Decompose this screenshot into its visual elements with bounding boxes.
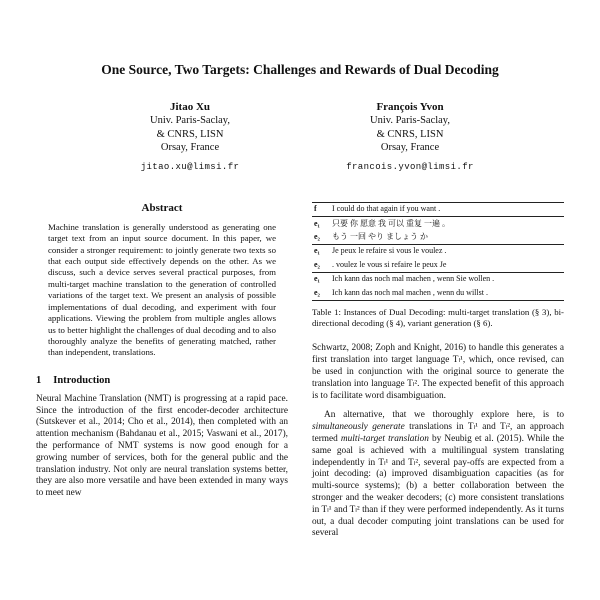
author-block-2 bbox=[335, 100, 485, 172]
author-affiliation: Orsay, France bbox=[160, 142, 220, 154]
body-text-italic: multi-target translation bbox=[340, 433, 429, 444]
body-text-segment: by Neubig et al. (2015). While the same goal is achieved with a multilingual system translating independently in Tₗ¹ and Tₗ², several pay-offs are expected from a joint decoding: (a) improved disambiguation capacities (as for multi-source systems); (b) a better collaboration between the stronger and the weaker decoders; (c) more consistent translations in Tₗ¹ and Tₗ² than if they were performed independently. As it turns out, a dual decoder computing joint translations can be used for several bbox=[312, 433, 564, 539]
table-row bbox=[312, 244, 564, 258]
author-email: francois.yvon@limsi.fr bbox=[346, 161, 474, 172]
table-row-label: e₁ bbox=[314, 274, 320, 284]
table-row bbox=[312, 272, 564, 286]
section-number: 1 bbox=[36, 374, 42, 386]
table-row-text: . voulez le vous si refaire le peux Je bbox=[332, 259, 447, 269]
author-email: jitao.xu@limsi.fr bbox=[140, 161, 240, 172]
table-row-label: e₂ bbox=[314, 232, 320, 242]
body-text-italic: simultaneously generate bbox=[312, 422, 405, 433]
table-row-text: Ich kann das noch mal machen , wenn du willst . bbox=[332, 287, 488, 297]
paper-title: One Source, Two Targets: Challenges and Rewards of Dual Decoding bbox=[101, 62, 499, 77]
author-affiliation: Univ. Paris-Saclay, bbox=[150, 115, 230, 127]
abstract-heading: Abstract bbox=[141, 201, 183, 214]
section-title: Introduction bbox=[53, 374, 111, 386]
table-row bbox=[312, 216, 564, 230]
intro-paragraph: Neural Machine Translation (NMT) is progressing at a rapid pace. Since the introduction of the first encoder-decoder architecture (Sutskever et al., 2014; Cho et al., 2014), then completed with an attention mechanism (Bahdanau et al., 2015; Vaswani et al., 2017), the performance of NMT systems is now good enough for a growing number of services, both for the general public and the translation industry. Not only are neural translation systems better, they are also more versatile and have been extended in many ways to meet new bbox=[36, 393, 288, 499]
table-1 bbox=[312, 202, 564, 301]
table-row-label: e₁ bbox=[314, 218, 320, 228]
table-row-label: e₂ bbox=[314, 259, 320, 269]
table-row bbox=[312, 258, 564, 271]
table-row bbox=[312, 231, 564, 244]
left-column bbox=[36, 202, 288, 508]
body-text-segment: translations in Tₗ¹ and Tₗ², an approach termed bbox=[312, 422, 564, 444]
table-row-text: I could do that again if you want . bbox=[332, 204, 441, 214]
table-row bbox=[312, 286, 564, 299]
body-text-segment: An alternative, that we thoroughly explore here, is to bbox=[324, 410, 564, 421]
author-name: Jitao Xu bbox=[169, 101, 211, 114]
table-row-text: Je peux le refaire si vous le voulez . bbox=[332, 246, 447, 256]
author-affiliation: Univ. Paris-Saclay, bbox=[370, 115, 450, 127]
table-caption: Table 1: Instances of Dual Decoding: multi-target translation (§ 3), bi-directional decoding (§ 4), variant generation (§ 6). bbox=[312, 306, 564, 328]
table-row bbox=[312, 203, 564, 216]
author-block-1 bbox=[115, 100, 265, 172]
table-row-text: もう 一回 やり ましょう か bbox=[332, 232, 428, 242]
author-section bbox=[36, 100, 564, 172]
author-name: François Yvon bbox=[376, 101, 444, 114]
table-row-text: 只要 你 愿意 我 可以 重复 一遍 。 bbox=[332, 218, 450, 228]
abstract-text: Machine translation is generally understood as generating one target text from an input source document. In this paper, we consider a stronger requirement: to jointly generate two texts so that each output side effectively depends on the other. As we discuss, such a device serves several practical purposes, from multi-target machine translation to the generation of controlled variations of the target text. We present an analysis of possible implementations of dual decoding, and experiment with four applications. Viewing the problem from multiple angles allows us to better highlight the challenges of dual decoding and to also thoroughly analyze the benefits of generating matched, rather than independent, translations. bbox=[48, 221, 276, 358]
two-column-body bbox=[36, 202, 564, 548]
author-affiliation: & CNRS, LISN bbox=[156, 128, 224, 140]
body-paragraph: Schwartz, 2008; Zoph and Knight, 2016) to handle this generates a first translation into target language Tₗ¹, which, once revised, can be used in conjunction with the original source to generate the translation into language Tₗ². The expected benefit of this approach is to facilitate word disambiguation. bbox=[312, 343, 564, 401]
right-column bbox=[312, 202, 564, 548]
author-affiliation: Orsay, France bbox=[380, 142, 440, 154]
body-paragraph bbox=[312, 410, 564, 540]
table-row-label: e₁ bbox=[314, 246, 320, 256]
table-row-label: f bbox=[314, 204, 317, 214]
section-heading-introduction bbox=[36, 375, 288, 386]
author-affiliation: & CNRS, LISN bbox=[376, 128, 444, 140]
table-row-text: Ich kann das noch mal machen , wenn Sie wollen . bbox=[332, 274, 495, 284]
table-row-label: e₂ bbox=[314, 287, 320, 297]
